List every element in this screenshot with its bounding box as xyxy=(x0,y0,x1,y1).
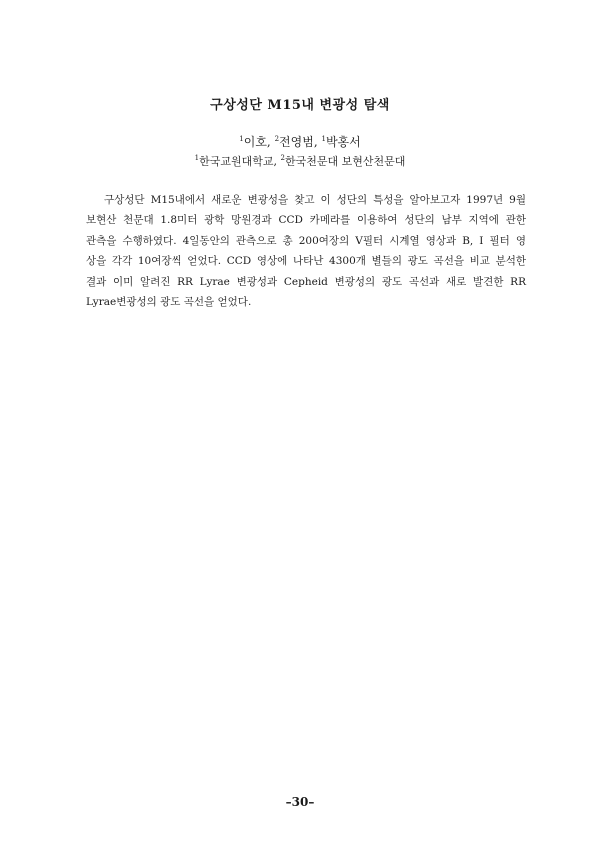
author-list xyxy=(0,133,600,150)
author-name: 전영범, xyxy=(279,135,318,149)
author-affiliation-marker: 1 xyxy=(239,135,244,143)
abstract-body xyxy=(86,190,526,312)
author-affiliation-marker: 2 xyxy=(274,135,280,143)
paper-title: 구상성단 M15내 변광성 탐색 xyxy=(210,98,390,113)
affiliation-list xyxy=(0,153,600,169)
affiliation-name: 한국교원대학교, xyxy=(199,155,277,168)
author-affiliation-marker: 1 xyxy=(321,135,326,143)
affiliation-marker: 2 xyxy=(280,154,285,162)
page-number: –30– xyxy=(285,795,315,809)
affiliation-name: 한국천문대 보현산천문대 xyxy=(284,155,406,168)
abstract-line: 결과 이미 알려진 RR Lyrae 변광성과 Cepheid 변광성의 광도 곡선과 새로 발견한 RR xyxy=(86,275,526,288)
abstract-line: 관측을 수행하였다. 4일동안의 관측으로 총 200여장의 V필터 시계열 영상과 B, I 필터 영 xyxy=(86,234,526,247)
author-name: 박홍서 xyxy=(325,135,361,149)
abstract-line: 보현산 천문대 1.8미터 광학 망원경과 CCD 카메라를 이용하여 성단의 남부 지역에 관한 xyxy=(86,214,526,227)
affiliation-marker: 1 xyxy=(194,154,200,162)
abstract-line: Lyrae변광성의 광도 곡선을 얻었다. xyxy=(86,296,252,309)
abstract-line: 구상성단 M15내에서 새로운 변광성을 찾고 이 성단의 특성을 알아보고자 1997년 9월 xyxy=(104,194,526,206)
abstract-line: 상을 각각 10여장씩 얻었다. CCD 영상에 나타난 4300개 별들의 광도 곡선을 비교 분석한 xyxy=(86,255,526,268)
author-name: 이호, xyxy=(243,135,271,149)
